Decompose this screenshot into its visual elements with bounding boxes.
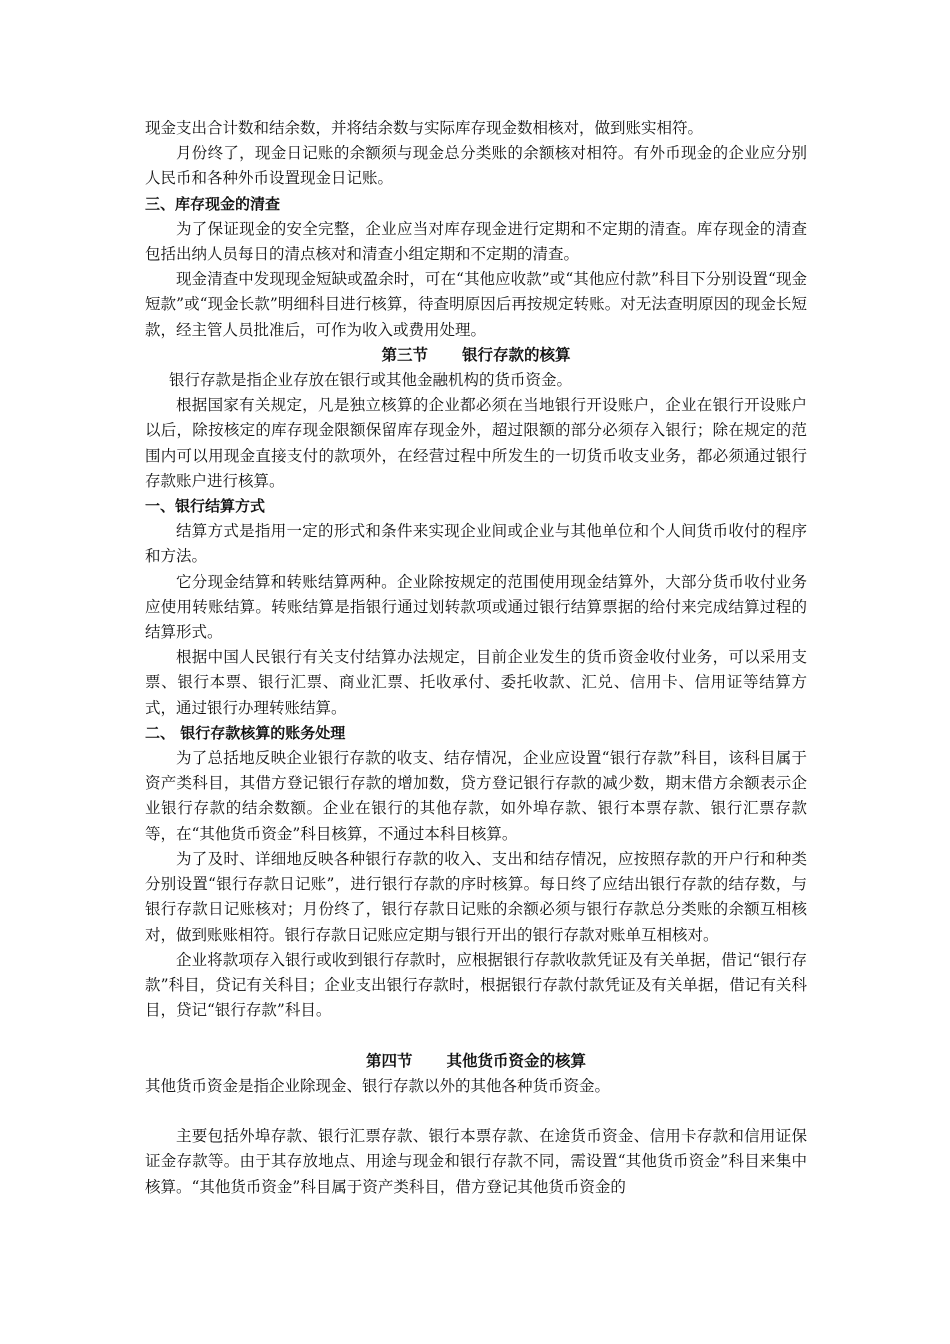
paragraph: 其他货币资金是指企业除现金、银行存款以外的其他各种货币资金。	[145, 1076, 611, 1095]
section-title: 银行存款的核算	[462, 345, 571, 364]
section-heading-3	[145, 343, 807, 368]
paragraph: 为了保证现金的安全完整，企业应当对库存现金进行定期和不定期的清查。库存现金的清查包括出纳人员每日的清点核对和清查小组定期和不定期的清查。	[145, 219, 807, 264]
section-title: 其他货币资金的核算	[446, 1051, 587, 1070]
blank-line	[145, 1099, 807, 1124]
paragraph: 企业将款项存入银行或收到银行存款时，应根据银行存款收款凭证及有关单据，借记“银行存款”科目，贷记有关科目；企业支出银行存款时，根据银行存款付款凭证及有关单据，借记有关科目，贷记“银行存款”科目。	[145, 950, 807, 1020]
blank-line	[145, 1023, 807, 1048]
paragraph: 为了及时、详细地反映各种银行存款的收入、支出和结存情况，应按照存款的开户行和种类分别设置“银行存款日记账”，进行银行存款的序时核算。每日终了应结出银行存款的结存数，与银行存款日记账核对；月份终了，银行存款日记账的余额必须与银行存款总分类账的余额互相核对，做到账账相符。银行存款日记账应定期与银行开出的银行存款对账单互相核对。	[145, 849, 807, 944]
paragraph: 根据国家有关规定，凡是独立核算的企业都必须在当地银行开设账户，企业在银行开设账户以后，除按核定的库存现金限额保留库存现金外，超过限额的部分必须存入银行；除在规定的范围内可以用现金直接支付的款项外，在经营过程中所发生的一切货币收支业务，都必须通过银行存款账户进行核算。	[145, 396, 807, 490]
paragraph: 银行存款是指企业存放在银行或其他金融机构的货币资金。	[169, 371, 573, 390]
paragraph: 现金清查中发现现金短缺或盈余时，可在“其他应收款”或“其他应付款”科目下分别设置“现金短款”或“现金长款”明细科目进行核算，待查明原因后再按规定转账。对无法查明原因的现金长短款，经主管人员批准后，可作为收入或费用处理。	[145, 270, 807, 339]
paragraph: 为了总括地反映企业银行存款的收支、结存情况，企业应设置“银行存款”科目，该科目属于资产类科目，其借方登记银行存款的增加数，贷方登记银行存款的减少数，期末借方余额表示企业银行存款的结余数额。企业在银行的其他存款，如外埠存款、银行本票存款、银行汇票存款等，在“其他货币资金”科目核算，不通过本科目核算。	[145, 749, 807, 843]
document-body	[145, 116, 807, 1200]
paragraph: 现金支出合计数和结余数，并将结余数与实际库存现金数相核对，做到账实相符。	[145, 119, 704, 137]
section-heading-4	[145, 1049, 807, 1074]
section-number: 第四节	[365, 1051, 413, 1070]
subsection-heading-kucun: 三、库存现金的清查	[145, 194, 281, 213]
paragraph: 它分现金结算和转账结算两种。企业除按规定的范围使用现金结算外，大部分货币收付业务应使用转账结算。转账结算是指银行通过划转款项或通过银行结算票据的给付来完成结算过程的结算形式。	[145, 572, 807, 642]
subsection-heading-zhangwu: 二、 银行存款核算的账务处理	[145, 723, 346, 742]
subsection-heading-jiesuan: 一、银行结算方式	[145, 497, 266, 516]
paragraph: 根据中国人民银行有关支付结算办法规定，目前企业发生的货币资金收付业务，可以采用支票、银行本票、银行汇票、商业汇票、托收承付、委托收款、汇兑、信用卡、信用证等结算方式，通过银行办理转账结算。	[145, 648, 807, 717]
paragraph: 结算方式是指用一定的形式和条件来实现企业间或企业与其他单位和个人间货币收付的程序和方法。	[145, 522, 807, 566]
section-number: 第三节	[381, 345, 428, 364]
paragraph: 月份终了，现金日记账的余额须与现金总分类账的余额核对相符。有外币现金的企业应分别人民币和各种外币设置现金日记账。	[145, 144, 807, 188]
paragraph: 主要包括外埠存款、银行汇票存款、银行本票存款、在途货币资金、信用卡存款和信用证保证金存款等。由于其存放地点、用途与现金和银行存款不同，需设置“其他货币资金”科目来集中核算。“其他货币资金”科目属于资产类科目，借方登记其他货币资金的	[145, 1127, 807, 1196]
